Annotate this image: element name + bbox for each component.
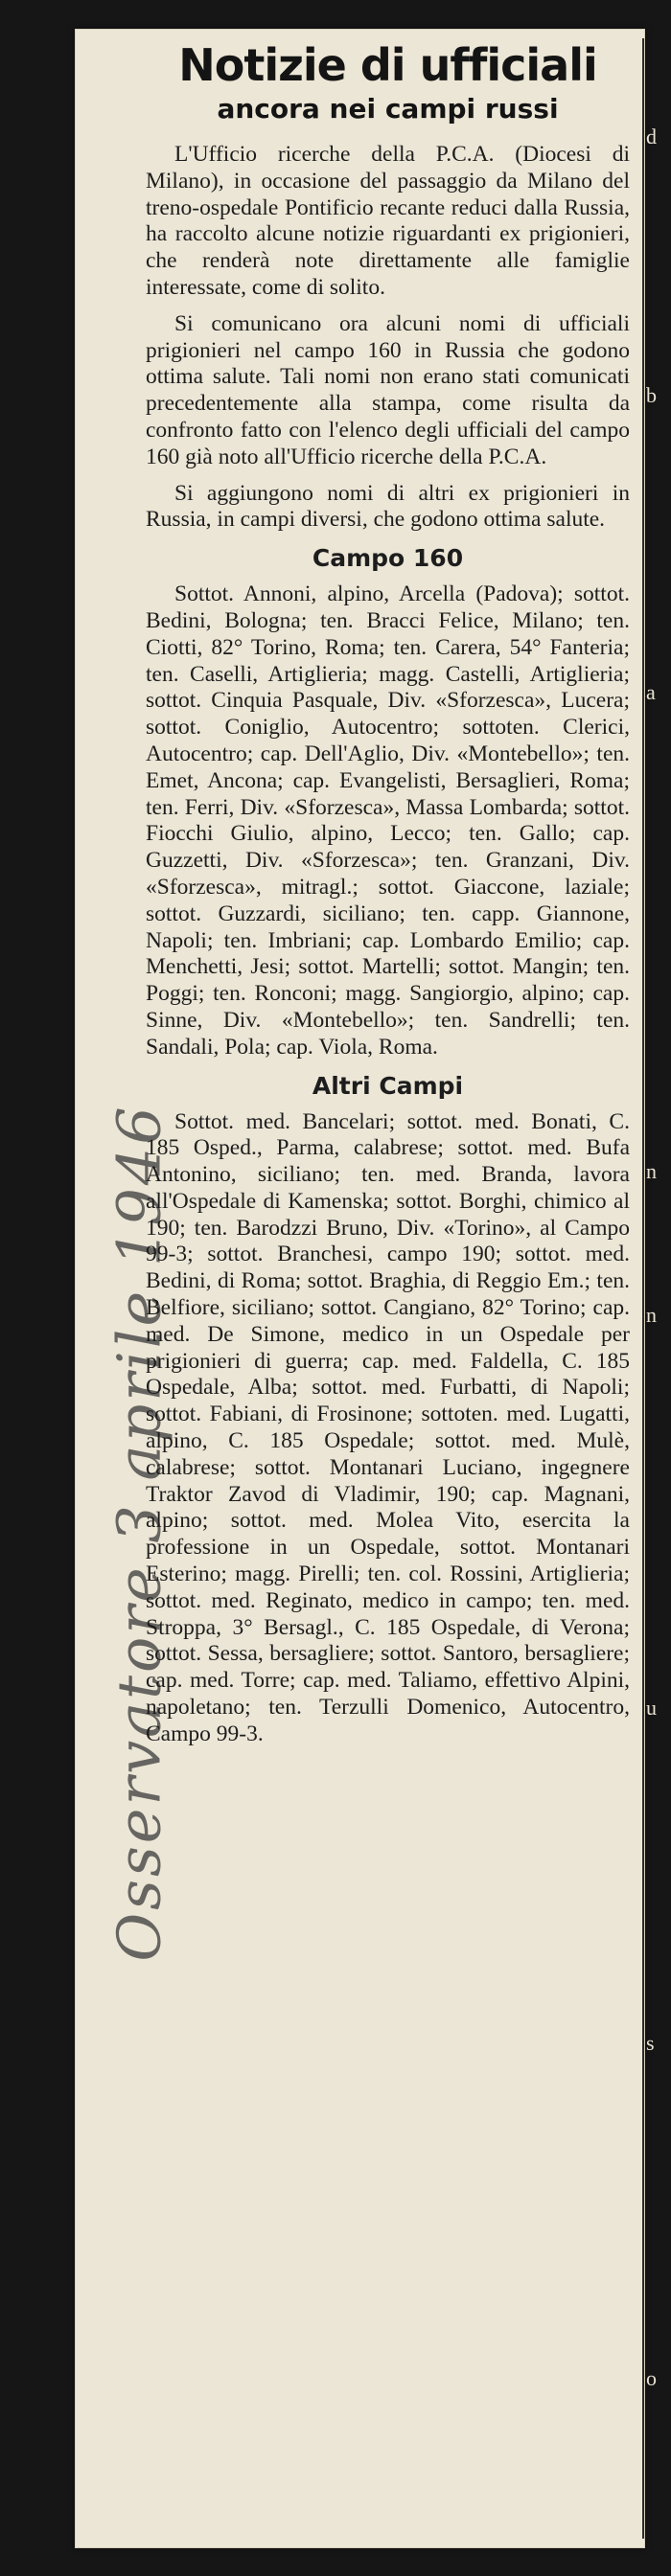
section-text-altri-campi: Sottot. med. Bancelari; sottot. med. Bonati, C. 185 Osped., Parma, calabrese; sottot. med. Bufa Antonino, siciliano; ten. med. Branda, lavora all'Ospedale di Kamenska; sottot. Borghi, chimico al 190; ten. Barodzzi Bruno, Div. «Torino», al Campo 99-3; sottot. Branchesi, campo 190; sottot. med. Bedini, di Roma; sottot. Braghia, di Reggio Em.; ten. Belfiore, siciliano; sottot. Cangiano, 82° Torino; cap. med. De Simone, medico in un Ospedale per prigionieri di guerra; cap. med. Faldella, C. 185 Ospedale, Alba; sottot. med. Furbatti, di Napoli; sottot. Fabiani, di Frosinone; sottoten. med. Lugatti, alpino, C. 185 Ospedale; sottot. med. Mulè, calabrese; sottot. Montanari Luciano, ingegnere Traktor Zavod di Vladimir, 190; cap. Magnani, alpino; sottot. med. Molea Vito, esercita la professione in un Ospedale, sottot. Montanari Esterino; magg. Pirelli; ten. col. Rossini, Artiglieria; sottot. med. Reginato, medico in campo; ten. med. Stroppa, 3° Bersagl., C. 185 Ospedale, di Verona; sottot. Sessa, bersagliere; sottot. Santoro, bersagliere; cap. med. Torre; cap. med. Taliamo, effettivo Alpini, napoletano; ten. Terzulli Domenico, Autocentro, Campo 99-3. — [146, 1108, 630, 1746]
side-letter: n — [646, 1303, 657, 1327]
side-letter: b — [646, 383, 657, 407]
article-column — [146, 38, 630, 1758]
side-letter: s — [646, 2031, 655, 2055]
side-letter: a — [646, 680, 656, 704]
article-headline: Notizie di ufficiali — [178, 39, 597, 91]
adjacent-column-fragment — [644, 67, 671, 2519]
section-heading-altri-campi: Altri Campi — [312, 1071, 464, 1100]
side-letter: o — [646, 2366, 657, 2390]
side-letter: d — [646, 125, 657, 148]
side-letter: u — [646, 1696, 657, 1720]
intro-paragraph: L'Ufficio ricerche della P.C.A. (Diocesi di Milano), in occasione del passaggio da Milano del treno-ospedale Pontificio recante reduci dalla Russia, ha raccolto alcune notizie riguardanti ex prigionieri, che renderà note direttamente alle famiglie interessate, come di solito. — [146, 142, 630, 300]
section-heading-campo-160: Campo 160 — [312, 544, 464, 573]
handwritten-note: Osservatore 3 aprile 1946 — [104, 1104, 174, 1962]
intro-paragraph: Si comunicano ora alcuni nomi di ufficiali prigionieri nel campo 160 in Russia che godono ottima salute. Tali nomi non erano stati comunicati precedentemente alla stampa, come risulta da confronto fatto con l'elenco degli ufficiali del campo 160 già noto all'Ufficio ricerche della P.C.A. — [146, 310, 630, 469]
section-text-campo-160: Sottot. Annoni, alpino, Arcella (Padova); sottot. Bedini, Bologna; ten. Bracci Felice, Milano; ten. Ciotti, 82° Torino, Roma; ten. Carera, 54° Fanteria; ten. Caselli, Artiglieria; magg. Castelli, Artiglieria; sottot. Cinquia Pasquale, Div. «Sforzesca», Lucera; sottot. Coniglio, Autocentro; sottoten. Clerici, Autocentro; cap. Dell'Aglio, Div. «Montebello»; ten. Emet, Ancona; cap. Evangelisti, Bersaglieri, Roma; ten. Ferri, Div. «Sforzesca», Massa Lombarda; sottot. Fiocchi Giulio, alpino, Lecco; ten. Gallo; cap. Guzzetti, Div. «Sforzesca»; ten. Granzani, Div. «Sforzesca», mitragl.; sottot. Giaccone, laziale; sottot. Guzzardi, siciliano; ten. capp. Giannone, Napoli; ten. Imbriani; cap. Lombardo Emilio; cap. Menchetti, Jesi; sottot. Martelli; sottot. Mangin; ten. Poggi; ten. Ronconi; magg. Sangiorgio, alpino; cap. Sinne, Div. «Montebello»; ten. Sandrelli; ten. Sandali, Pola; cap. Viola, Roma. — [146, 581, 630, 1060]
side-letter: n — [646, 1159, 657, 1183]
intro-paragraph: Si aggiungono nomi di altri ex prigionieri in Russia, in campi diversi, che godono ottima salute. — [146, 480, 630, 533]
article-subheadline: ancora nei campi russi — [217, 93, 559, 125]
